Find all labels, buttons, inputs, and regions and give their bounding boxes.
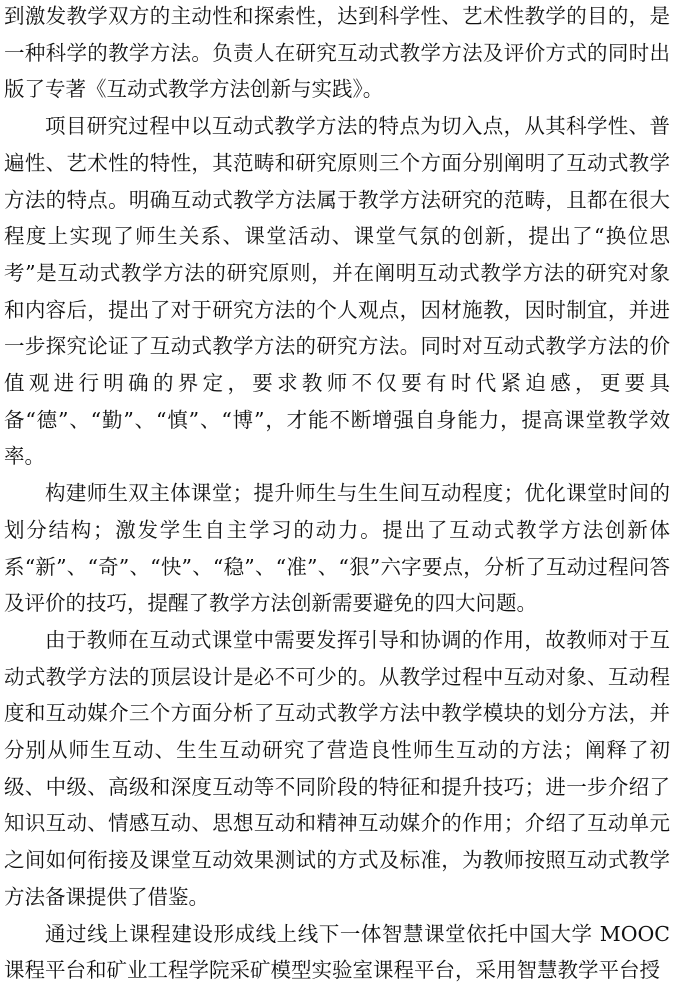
paragraph-4: 由于教师在互动式课堂中需要发挥引导和协调的作用，故教师对于互动式教学方法的顶层设计是必不可少的。从教学过程中互动对象、互动程度和互动媒介三个方面分析了互动式教学方法中教学模块的划分方法，并分别从师生互动、生生互动研究了营造良性师生互动的方法；阐释了初级、中级、高级和深度互动等不同阶段的特征和提升技巧；进一步介绍了知识互动、情感互动、思想互动和精神互动媒介的作用；介绍了互动单元之间如何衔接及课堂互动效果测试的方式及标准，为教师按照互动式教学方法备课提供了借鉴。 (4, 627, 670, 909)
document-page (4, 0, 670, 1002)
paragraph-2: 项目研究过程中以互动式教学方法的特点为切入点，从其科学性、普遍性、艺术性的特性，其范畴和研究原则三个方面分别阐明了互动式教学方法的特点。明确互动式教学方法属于教学方法研究的范畴，且都在很大程度上实现了师生关系、课堂活动、课堂气氛的创新，提出了“换位思考”是互动式教学方法的研究原则，并在阐明互动式教学方法的研究对象和内容后，提出了对于研究方法的个人观点，因材施教，因时制宜，并进一步探究论证了互动式教学方法的研究方法。同时对互动式教学方法的价值观进行明确的界定，要求教师不仅要有时代紧迫感，更要具备“德”、“勤”、“慎”、“博”，才能不断增强自身能力，提高课堂教学效率。 (4, 114, 670, 469)
paragraph-1: 到激发教学双方的主动性和探索性，达到科学性、艺术性教学的目的，是一种科学的教学方法。负责人在研究互动式教学方法及评价方式的同时出版了专著《互动式教学方法创新与实践》。 (4, 4, 670, 102)
paragraph-5: 通过线上课程建设形成线上线下一体智慧课堂依托中国大学 MOOC 课程平台和矿业工程学院采矿模型实验室课程平台，采用智慧教学平台授 (4, 921, 670, 983)
paragraph-3: 构建师生双主体课堂；提升师生与生生间互动程度；优化课堂时间的划分结构；激发学生自主学习的动力。提出了互动式教学方法创新体系“新”、“奇”、“快”、“稳”、“准”、“狠”六字要点，分析了互动过程问答及评价的技巧，提醒了教学方法创新需要避免的四大问题。 (4, 481, 670, 616)
